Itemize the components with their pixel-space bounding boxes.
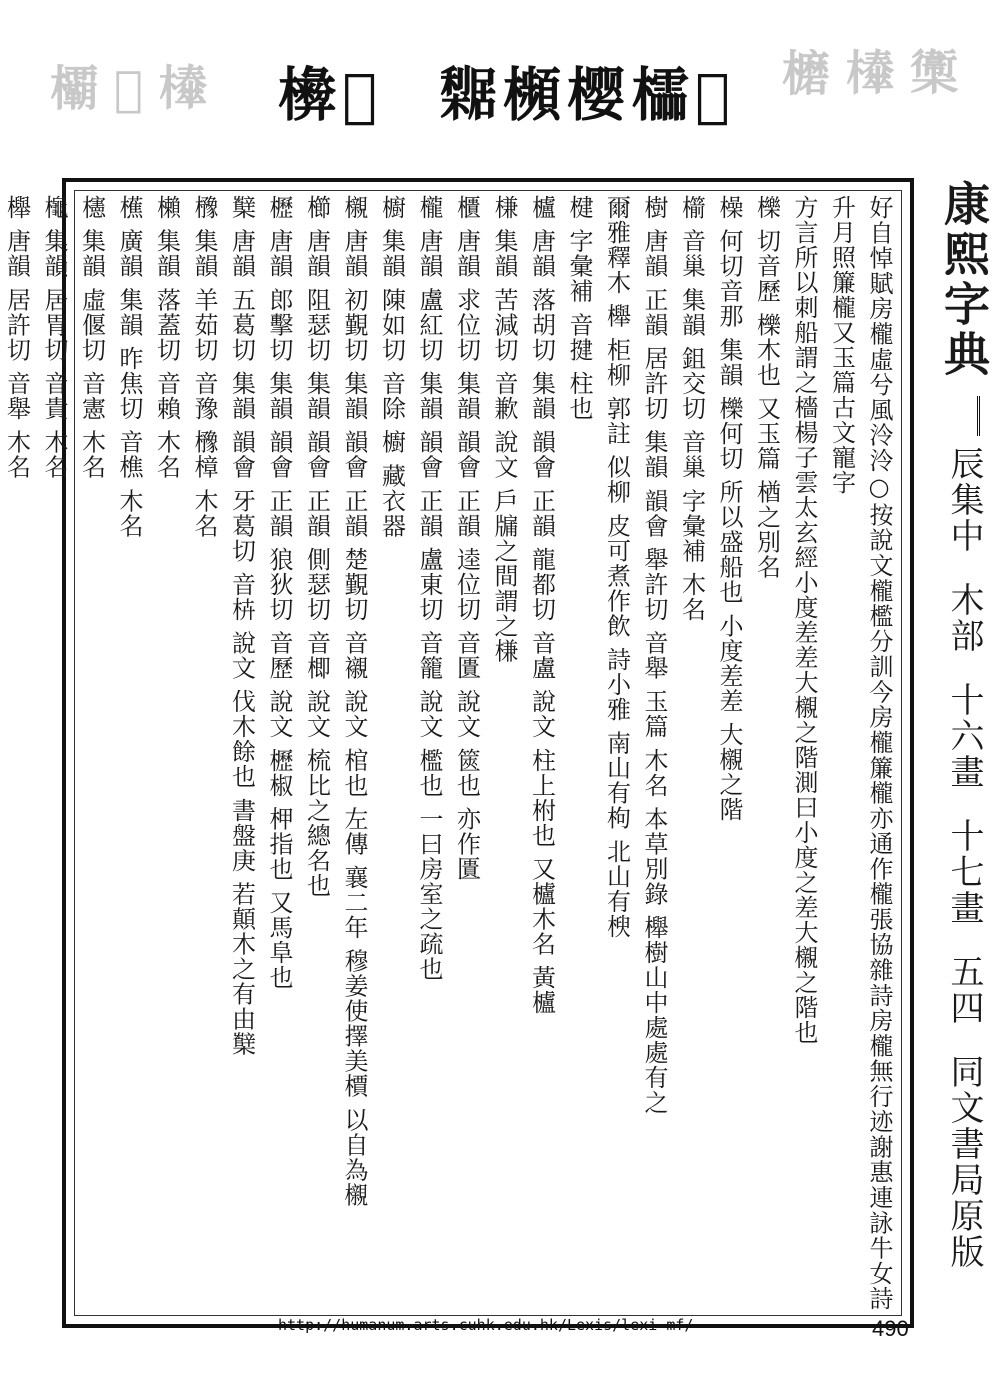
dictionary-entry: 櫃 唐韻 求位切 集韻 韻會 正韻 逵位切 音匱 說文 篋也 亦作匱 (452, 195, 481, 882)
seal-char: 㰋 (502, 61, 563, 129)
dictionary-entry: 櫛 唐韻 阻瑟切 集韻 韻會 正韻 側瑟切 音楖 說文 梳比之總名也 (302, 195, 331, 898)
seal-char: 𣟉 (909, 46, 960, 102)
dictionary-entry: 櫟 切音歷 櫟木也 又玉篇 楢之別名 (752, 195, 781, 580)
dictionary-entry: 櫵 廣韻 集韻 昨焦切 音樵 木名 (115, 195, 143, 539)
seal-char: 𣡡 (114, 61, 145, 117)
seal-group-2 (438, 61, 732, 129)
seal-char: 𣞜 (845, 46, 896, 102)
page-number: 490 (872, 1316, 909, 1341)
dictionary-entry: 櫱 唐韻 五葛切 集韻 韻會 牙葛切 音枿 說文 伐木餘也 書盤庚 若顛木之有由櫱 (227, 195, 256, 1057)
dictionary-entry: 櫴 集韻 落蓋切 音賴 木名 (152, 195, 181, 480)
seal-char: 𣞠 (342, 61, 379, 129)
running-header (918, 180, 991, 1340)
dictionary-entry: 櫪 唐韻 郎擊切 集韻 韻會 正韻 狼狄切 音歷 說文 櫪椒 柙指也 又馬阜也 (265, 195, 293, 990)
book-title: 康熙字典 (937, 180, 991, 380)
dictionary-entry: 好自悼賦房櫳虛兮風泠泠○按說文櫳檻分訓今房櫳簾櫳亦通作櫳張協雜詩房櫳無行迹謝惠連詠牛女詩升月照簾櫳又玉篇古文寵字 (827, 195, 893, 1311)
page-frame (2, 178, 914, 1328)
dictionary-entry: 楗 字彙補 音揵 柱也 (565, 195, 593, 421)
dictionary-entry: 櫳 唐韻 盧紅切 集韻 韻會 正韻 盧東切 音籠 說文 檻也 一曰房室之疏也 (415, 195, 443, 982)
seal-char: 𣞜 (158, 61, 209, 117)
radical-label: 木部 (944, 582, 984, 654)
seal-char: 𣟠 (695, 61, 732, 129)
seal-char: 櫺 (631, 61, 692, 129)
dictionary-entry: 櫥 集韻 陳如切 音除 櫥 藏衣器 (377, 195, 406, 539)
stroke-count-a: 十六畫 (944, 682, 984, 790)
dictionary-entry: 櫷 集韻 居胃切 音貴 木名 (40, 195, 68, 480)
dictionary-entry: 槏 集韻 苦減切 音歉 說文 戶牖之間謂之槏 (490, 195, 518, 664)
seal-char: 𣠽 (50, 61, 101, 117)
seal-char: 𣟖 (781, 46, 832, 102)
seal-char: 𣟗 (278, 61, 339, 129)
seal-char: 𣞴 (438, 61, 499, 129)
section-label: 辰集中 (944, 446, 984, 554)
seal-char: 樱 (567, 61, 628, 129)
dictionary-entry: 方言所以刺船謂之檣楊子雲太玄經小度差差大櫬之階測曰小度之差大櫬之階也 (790, 195, 818, 1045)
page-frame-inner (2, 190, 902, 1316)
seal-group-1 (278, 61, 379, 129)
publisher-label: 同文書局原版 (944, 1054, 984, 1270)
stroke-count-b: 十七畫 (944, 818, 984, 926)
source-url-link[interactable]: http://humanum.arts.cuhk.edu.hk/Lexis/lexi-mf/ (278, 1316, 694, 1334)
double-rule-divider (977, 396, 984, 436)
dictionary-entry: 爾雅釋木 櫸 柜柳 郭註 似柳 皮可煮作飲 詩小雅 南山有枸 北山有楰 (602, 195, 631, 940)
seal-faded-left (50, 61, 209, 117)
dictionary-entry: 櫤 音巢 集韻 鉏交切 音巢 字彙補 木名 (677, 195, 706, 622)
dictionary-entry: 櫨 唐韻 落胡切 集韻 韻會 正韻 龍都切 音盧 說文 柱上柎也 又櫨木名 黃櫨 (527, 195, 556, 1015)
seal-faded-right (781, 46, 960, 102)
dictionary-entry: 櫶 集韻 虛偃切 音憲 木名 (77, 195, 106, 480)
dictionary-entry: 樹 唐韻 正韻 居許切 集韻 韻會 舉許切 音舉 玉篇 木名 本草別錄 櫸樹山中處處有之 (640, 195, 668, 1115)
dictionary-entry: 櫬 唐韻 初覲切 集韻 韻會 正韻 楚覲切 音襯 說文 棺也 左傳 襄二年 穆姜使擇美檟 以自為櫬 (340, 195, 368, 1208)
dictionary-entry: 橾 何切音那 集韻 櫟何切 所以盛船也 小度差差 大櫬之階 (715, 195, 743, 822)
folio-number: 五四 (944, 954, 984, 1026)
dictionary-body-text (2, 195, 897, 1311)
dictionary-entry: 櫸 唐韻 居許切 音舉 木名 (2, 195, 31, 480)
dictionary-entry: 櫲 集韻 羊茹切 音豫 櫲樟 木名 (190, 195, 218, 539)
